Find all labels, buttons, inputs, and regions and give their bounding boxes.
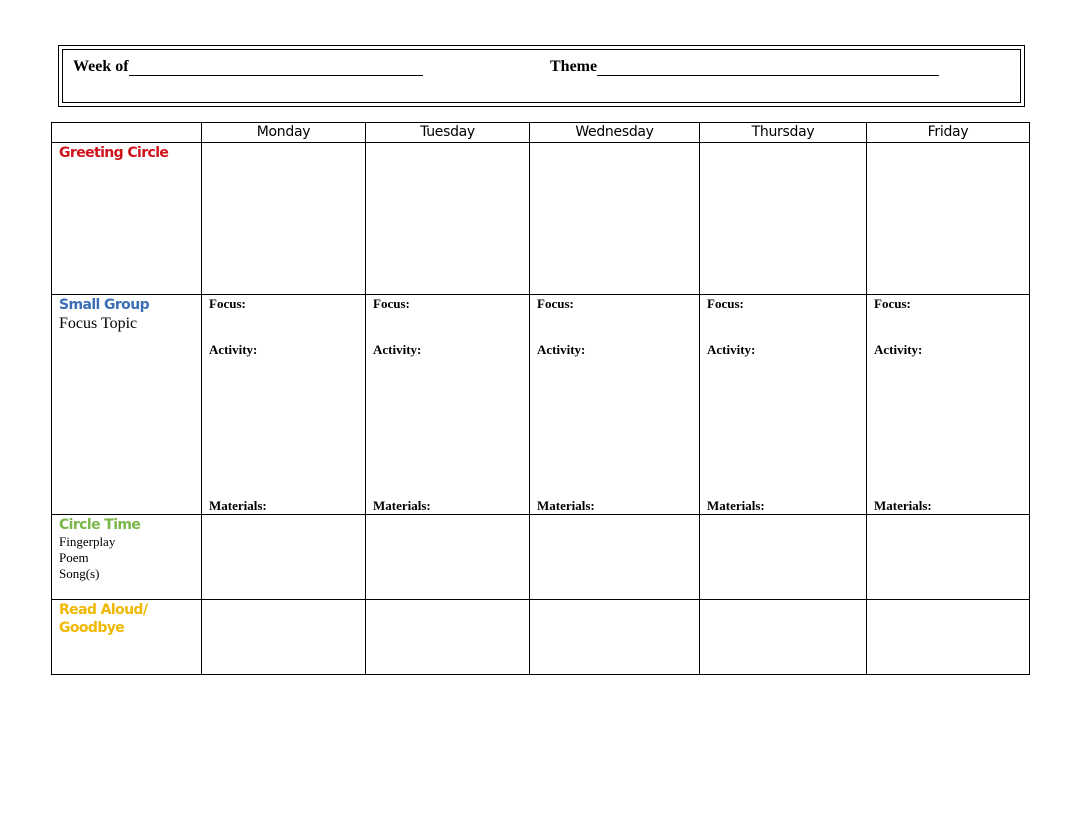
small-group-cell-monday[interactable] — [202, 295, 366, 515]
small-group-cell-wednesday[interactable] — [530, 295, 700, 515]
corner-header-cell — [52, 123, 202, 143]
circle-time-title: Circle Time — [59, 517, 141, 533]
theme-label: Theme — [550, 58, 598, 75]
materials-label: Materials: — [537, 498, 595, 513]
activity-label: Activity: — [373, 342, 422, 357]
small-group-row — [52, 295, 1030, 515]
materials-label: Materials: — [373, 498, 431, 513]
day-header-monday: Monday — [202, 123, 366, 143]
focus-label: Focus: — [209, 296, 246, 311]
small-group-cell-thursday[interactable] — [700, 295, 867, 515]
read-aloud-cell-thursday[interactable] — [700, 600, 867, 675]
read-aloud-cell-wednesday[interactable] — [530, 600, 700, 675]
greeting-cell-thursday[interactable] — [700, 143, 867, 295]
activity-label: Activity: — [209, 342, 258, 357]
theme-blank-line[interactable] — [597, 60, 939, 76]
circle-time-label-cell — [52, 515, 202, 600]
week-of-field — [73, 58, 423, 76]
circle-time-item-poem: Poem — [59, 550, 89, 565]
small-group-label-cell — [52, 295, 202, 515]
materials-label: Materials: — [874, 498, 932, 513]
focus-label: Focus: — [373, 296, 410, 311]
circle-time-cell-friday[interactable] — [867, 515, 1030, 600]
read-aloud-title-line2: Goodbye — [59, 620, 125, 636]
greeting-circle-label-cell — [52, 143, 202, 295]
greeting-circle-row — [52, 143, 1030, 295]
materials-label: Materials: — [707, 498, 765, 513]
day-header-wednesday: Wednesday — [530, 123, 700, 143]
circle-time-cell-monday[interactable] — [202, 515, 366, 600]
activity-label: Activity: — [707, 342, 756, 357]
materials-label: Materials: — [209, 498, 267, 513]
small-group-cell-friday[interactable] — [867, 295, 1030, 515]
day-header-tuesday: Tuesday — [366, 123, 530, 143]
small-group-title: Small Group — [59, 297, 149, 313]
read-aloud-row — [52, 600, 1030, 675]
greeting-cell-tuesday[interactable] — [366, 143, 530, 295]
focus-topic-subtitle: Focus Topic — [59, 315, 138, 332]
day-header-friday: Friday — [867, 123, 1030, 143]
theme-field — [550, 58, 939, 76]
greeting-cell-wednesday[interactable] — [530, 143, 700, 295]
greeting-circle-title: Greeting Circle — [59, 145, 169, 161]
circle-time-cell-thursday[interactable] — [700, 515, 867, 600]
read-aloud-cell-tuesday[interactable] — [366, 600, 530, 675]
read-aloud-cell-monday[interactable] — [202, 600, 366, 675]
small-group-cell-tuesday[interactable] — [366, 295, 530, 515]
week-of-blank-line[interactable] — [129, 60, 423, 76]
header-box — [58, 45, 1025, 107]
activity-label: Activity: — [874, 342, 923, 357]
read-aloud-title-line1: Read Aloud/ — [59, 602, 148, 618]
day-header-thursday: Thursday — [700, 123, 867, 143]
focus-label: Focus: — [707, 296, 744, 311]
circle-time-item-fingerplay: Fingerplay — [59, 534, 116, 549]
circle-time-cell-tuesday[interactable] — [366, 515, 530, 600]
circle-time-cell-wednesday[interactable] — [530, 515, 700, 600]
header-inner-border — [62, 49, 1021, 103]
day-header-row — [52, 123, 1030, 143]
focus-label: Focus: — [537, 296, 574, 311]
read-aloud-cell-friday[interactable] — [867, 600, 1030, 675]
read-aloud-label-cell — [52, 600, 202, 675]
week-of-label: Week of — [73, 58, 129, 75]
circle-time-item-songs: Song(s) — [59, 566, 100, 581]
focus-label: Focus: — [874, 296, 911, 311]
activity-label: Activity: — [537, 342, 586, 357]
weekly-planner-table — [51, 122, 1030, 675]
circle-time-row — [52, 515, 1030, 600]
greeting-cell-monday[interactable] — [202, 143, 366, 295]
greeting-cell-friday[interactable] — [867, 143, 1030, 295]
